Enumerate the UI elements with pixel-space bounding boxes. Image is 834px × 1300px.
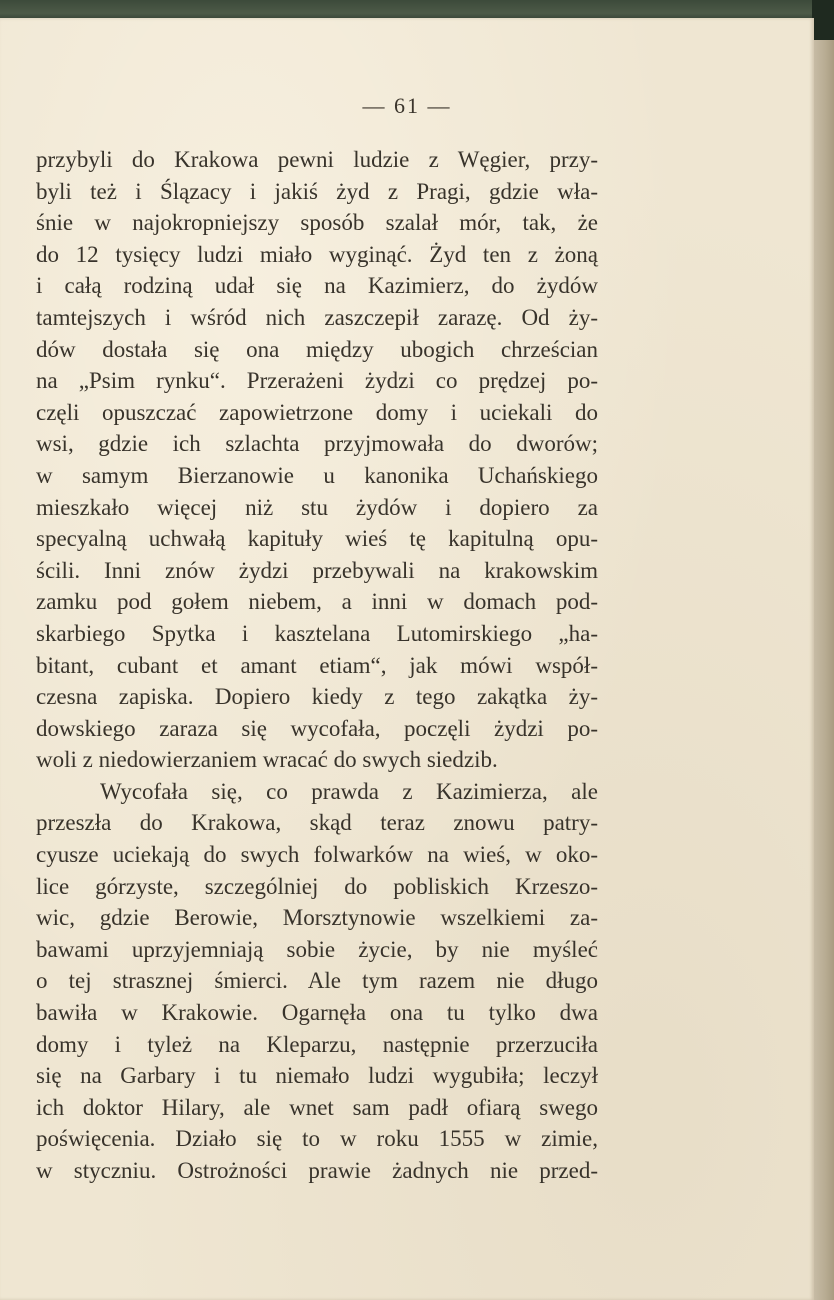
text-line: skarbiego Spytka i kasztelana Lutomirskiego „ha- <box>36 620 598 646</box>
book-edge-right <box>812 0 834 1300</box>
text-line: bawiła w Krakowie. Ogarnęła ona tu tylko dwa <box>36 1000 598 1026</box>
text-line: częli opuszczać zapowietrzone domy i uciekali do <box>36 399 598 425</box>
text-line: w styczniu. Ostrożności prawie żadnych nie przed- <box>36 1158 598 1183</box>
text-line: bawami uprzyjemniają sobie życie, by nie myśleć <box>36 936 598 962</box>
text-line: domy i tyleż na Kleparzu, następnie przerzuciła <box>36 1031 598 1057</box>
paragraph-start-line: Wycofała się, co prawda z Kazimierza, ale <box>100 778 598 804</box>
text-line: śnie w najokropniejszy sposób szalał mór, tak, że <box>36 210 598 236</box>
text-line: cyusze uciekają do swych folwarków na wieś, w oko- <box>36 842 598 868</box>
text-line: się na Garbary i tu niemało ludzi wygubiła; leczył <box>36 1063 598 1089</box>
text-line: bitant, cubant et amant etiam“, jak mówi współ- <box>36 652 598 678</box>
text-line: tamtejszych i wśród nich zaszczepił zarazę. Od ży- <box>36 304 598 330</box>
body-text <box>36 144 598 1187</box>
book-cover-corner <box>812 0 834 40</box>
text-line: wsi, gdzie ich szlachta przyjmowała do dworów; <box>36 431 598 457</box>
text-line: dów dostała się ona między ubogich chrześcian <box>36 336 598 362</box>
text-line: przybyli do Krakowa pewni ludzie z Węgier, przy- <box>36 147 598 172</box>
page-number: — 61 — <box>362 93 452 118</box>
text-line: w samym Bierzanowie u kanonika Uchańskiego <box>36 462 598 488</box>
text-line: ich doktor Hilary, ale wnet sam padł ofiarą swego <box>36 1094 598 1120</box>
text-line: i całą rodziną udał się na Kazimierz, do żydów <box>36 273 598 299</box>
text-line: o tej strasznej śmierci. Ale tym razem nie długo <box>36 968 598 994</box>
text-line: na „Psim rynku“. Przerażeni żydzi co prędzej po- <box>36 368 598 394</box>
text-line: zamku pod gołem niebem, a inni w domach pod- <box>36 589 598 615</box>
text-line: byli też i Ślązacy i jakiś żyd z Pragi, gdzie wła- <box>36 178 598 204</box>
book-page <box>0 18 814 1300</box>
text-line: ścili. Inni znów żydzi przebywali na krakowskim <box>36 557 598 583</box>
text-line: dowskiego zaraza się wycofała, poczęli żydzi po- <box>36 715 598 741</box>
text-line: wic, gdzie Berowie, Morsztynowie wszelkiemi za- <box>36 905 598 931</box>
text-line: mieszkało więcej niż stu żydów i dopiero za <box>36 494 598 520</box>
paragraph-end-line: woli z niedowierzaniem wracać do swych siedzib. <box>36 747 498 773</box>
text-line: lice górzyste, szczególniej do pobliskich Krzeszo- <box>36 873 598 899</box>
text-line: do 12 tysięcy ludzi miało wyginąć. Żyd ten z żoną <box>36 241 598 267</box>
text-line: specyalną uchwałą kapituły wieś tę kapitulną opu- <box>36 526 598 552</box>
text-line: czesna zapiska. Dopiero kiedy z tego zakątka ży- <box>36 684 598 710</box>
text-line: poświęcenia. Działo się to w roku 1555 w zimie, <box>36 1126 598 1152</box>
text-line: przeszła do Krakowa, skąd teraz znowu patry- <box>36 810 598 836</box>
